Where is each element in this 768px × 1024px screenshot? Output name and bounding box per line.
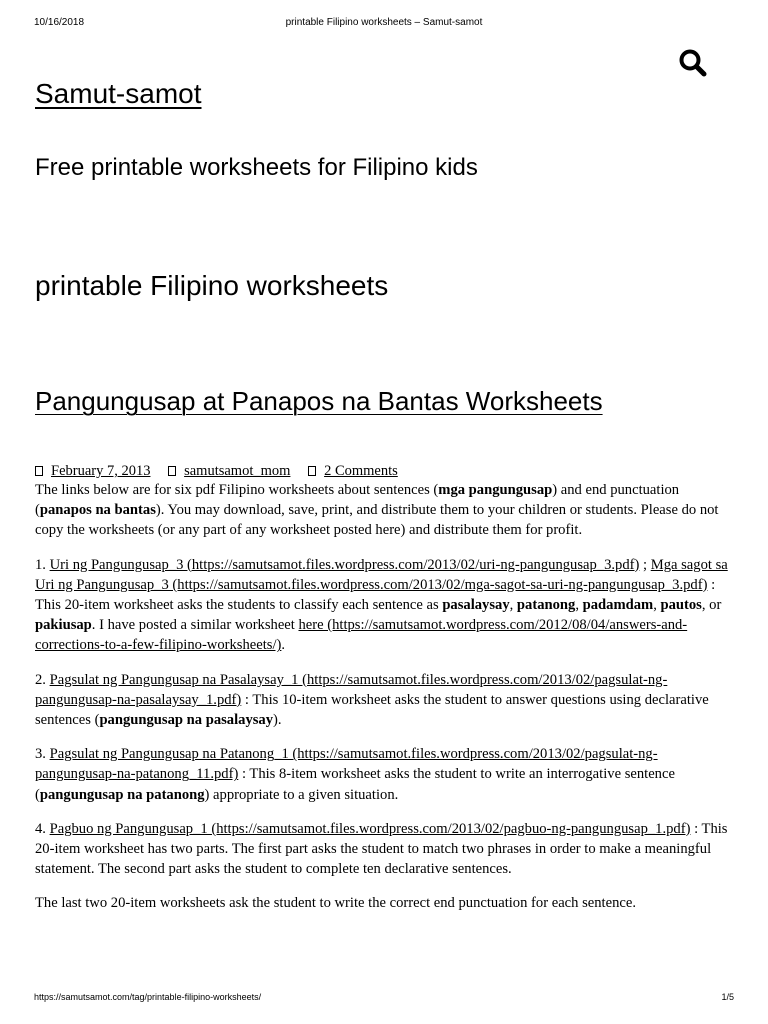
item2-number: 2. bbox=[35, 671, 50, 688]
intro-bold-1: mga pangungusap bbox=[438, 482, 553, 498]
worksheet-item-1 bbox=[35, 555, 735, 656]
search-icon bbox=[678, 48, 708, 78]
calendar-icon bbox=[35, 466, 43, 476]
post-date bbox=[35, 463, 150, 479]
print-header bbox=[34, 17, 734, 31]
item1-bold-4: pautos bbox=[660, 597, 702, 614]
item4-worksheet-link[interactable]: Pagbuo ng Pangungusap_1 (https://samutsamot.files.wordpress.com/2013/02/pagbuo-ng-pangungusap_1.pdf) bbox=[49, 820, 691, 837]
post-comments-link[interactable]: 2 Comments bbox=[324, 463, 398, 479]
item1-or: , or bbox=[701, 597, 722, 614]
print-url: https://samutsamot.com/tag/printable-filipino-worksheets/ bbox=[34, 992, 262, 1002]
archive-title: printable Filipino worksheets bbox=[35, 270, 389, 301]
print-page-title: printable Filipino worksheets – Samut-samot bbox=[285, 17, 483, 28]
site-title-link[interactable]: Samut-samot bbox=[35, 78, 202, 109]
print-footer bbox=[34, 992, 734, 1006]
item1-here-link[interactable]: here (https://samutsamot.wordpress.com/2012/08/04/answers-and-corrections-to-a-few-filipino-worksheets/) bbox=[35, 617, 688, 654]
intro-text-3: ). You may download, save, print, and distribute them to your children or students. Please do not copy the worksheets (or any part of any worksheet posted here) and distribute them for profit. bbox=[35, 502, 719, 539]
post-meta bbox=[35, 462, 412, 480]
comment-icon bbox=[308, 466, 316, 476]
item2-worksheet-link[interactable]: Pagsulat ng Pangungusap na Pasalaysay_1 (https://samutsamot.files.wordpress.com/2013/02/pagsulat-ng-pangungusap-na-pasalaysay_1.pdf) bbox=[35, 671, 668, 708]
post-comments bbox=[308, 463, 398, 479]
item1-number: 1. bbox=[35, 556, 50, 573]
item1-text-3: . bbox=[281, 637, 286, 654]
item1-bold-2: patanong bbox=[516, 597, 576, 614]
intro-text-2: ) and end punctuation ( bbox=[35, 482, 680, 519]
post-author bbox=[168, 463, 290, 479]
item3-bold-1: pangungusap na patanong bbox=[39, 786, 205, 803]
item1-comma-3: , bbox=[653, 597, 661, 614]
site-tagline: Free printable worksheets for Filipino kids bbox=[35, 154, 478, 181]
user-icon bbox=[168, 466, 176, 476]
post-title bbox=[35, 384, 603, 418]
post-title-link[interactable]: Pangungusap at Panapos na Bantas Worksheets bbox=[35, 386, 603, 416]
item1-bold-5: pakiusap bbox=[35, 617, 92, 634]
item1-separator: ; bbox=[639, 556, 651, 573]
post-content bbox=[35, 480, 735, 928]
post-date-link[interactable]: February 7, 2013 bbox=[51, 463, 151, 479]
intro-text-1: The links below are for six pdf Filipino worksheets about sentences ( bbox=[35, 482, 439, 498]
worksheet-item-3 bbox=[35, 744, 735, 805]
search-button[interactable] bbox=[678, 48, 708, 78]
print-page-number: 1/5 bbox=[721, 992, 734, 1002]
item1-text-2: . I have posted a similar worksheet bbox=[91, 617, 299, 634]
closing-paragraph: The last two 20-item worksheets ask the student to write the correct end punctuation for each sentence. bbox=[35, 895, 636, 912]
item1-bold-1: pasalaysay bbox=[442, 597, 510, 614]
item4-text-1: : This 20-item worksheet has two parts. The first part asks the student to match two phrases in order to make a meaningful statement. The second part asks the student to complete ten declarative sentences. bbox=[35, 820, 728, 878]
post-author-link[interactable]: samutsamot_mom bbox=[184, 463, 291, 479]
item1-worksheet-link[interactable]: Uri ng Pangungusap_3 (https://samutsamot.files.wordpress.com/2013/02/uri-ng-pangungusap_3.pdf) bbox=[49, 556, 640, 573]
item3-worksheet-link[interactable]: Pagsulat ng Pangungusap na Patanong_1 (https://samutsamot.files.wordpress.com/2013/02/pagsulat-ng-pangungusap-na-patanong_11.pdf) bbox=[35, 746, 658, 783]
item1-comma-2: , bbox=[575, 597, 583, 614]
worksheet-item-4 bbox=[35, 819, 735, 880]
intro-paragraph bbox=[35, 480, 735, 541]
item3-number: 3. bbox=[35, 746, 50, 763]
item3-text-1: : This 8-item worksheet asks the student to write an interrogative sentence ( bbox=[35, 766, 675, 803]
item2-text-2: ). bbox=[273, 712, 282, 729]
worksheet-item-2 bbox=[35, 670, 735, 731]
item1-answers-link[interactable]: Mga sagot sa Uri ng Pangungusap_3 (https://samutsamot.files.wordpress.com/2013/02/mga-sagot-sa-uri-ng-pangungusap_3.pdf) bbox=[35, 556, 728, 593]
item1-comma-1: , bbox=[509, 597, 517, 614]
item1-text-1: : This 20-item worksheet asks the students to classify each sentence as bbox=[35, 576, 716, 614]
print-date: 10/16/2018 bbox=[34, 17, 85, 28]
item4-number: 4. bbox=[35, 820, 50, 837]
item3-text-2: ) appropriate to a given situation. bbox=[204, 786, 399, 803]
item1-bold-3: padamdam bbox=[582, 597, 654, 614]
item2-text-1: : This 10-item worksheet asks the student to answer questions using declarative sentences ( bbox=[35, 691, 709, 729]
item2-bold-1: pangungusap na pasalaysay bbox=[99, 712, 274, 729]
intro-bold-2: panapos na bantas bbox=[39, 502, 156, 519]
